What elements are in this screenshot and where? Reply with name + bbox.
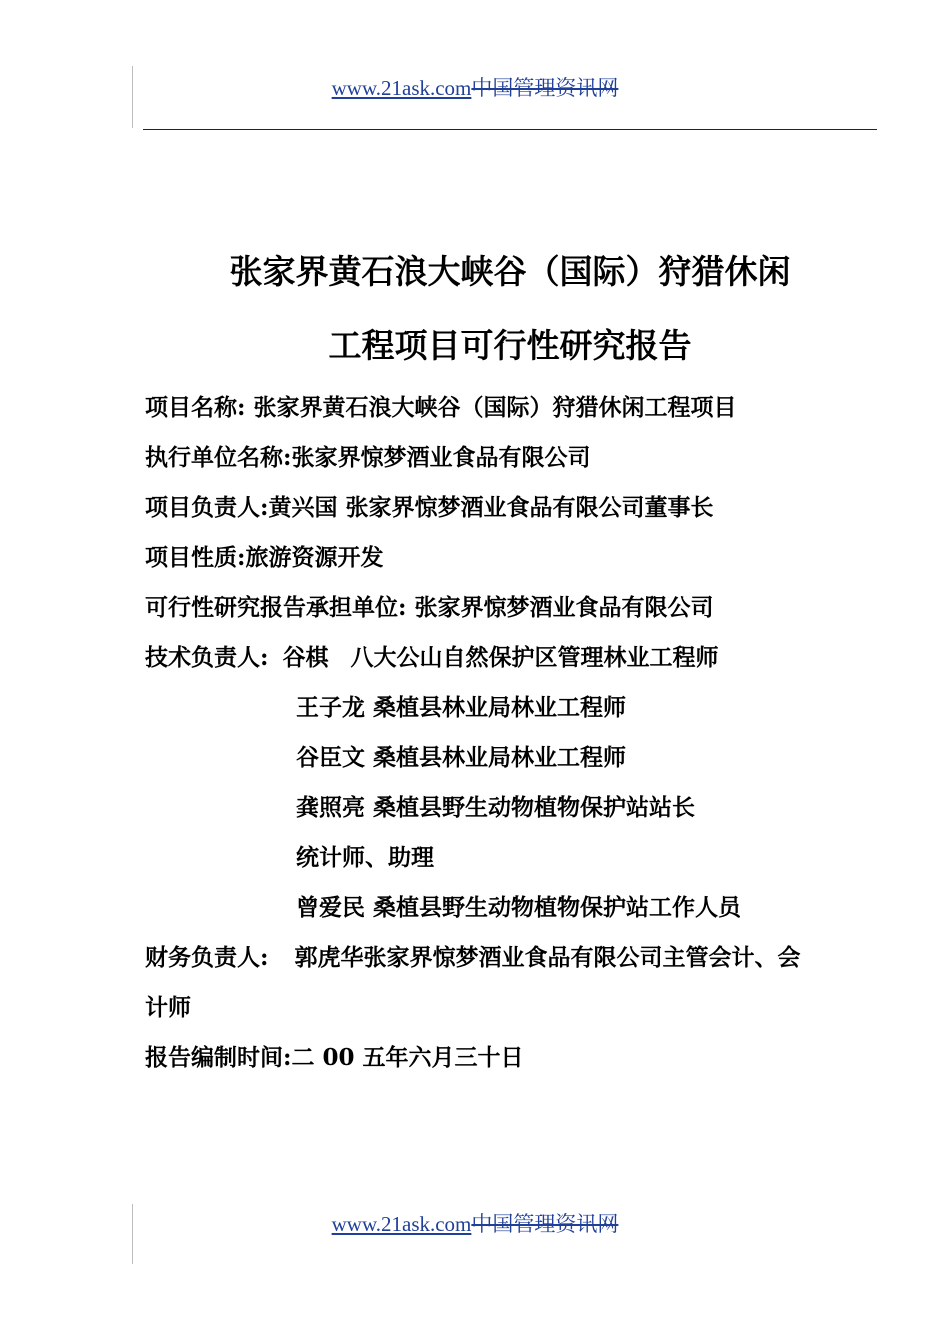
project-nature: 项目性质:旅游资源开发 [145, 544, 384, 571]
report-unit: 可行性研究报告承担单位: 张家界惊梦酒业食品有限公司 [145, 594, 714, 621]
tech-member: 曾爱民 桑植县野生动物植物保护站工作人员 [296, 894, 742, 921]
tech-lead-row [145, 643, 719, 673]
header-link[interactable]: www.21ask.com [331, 76, 472, 100]
report-date: 报告编制时间:二 00 五年六月三十日 [145, 1044, 524, 1071]
footer-link[interactable]: www.21ask.com [331, 1212, 472, 1236]
finance-lead-row [145, 943, 801, 973]
tech-lead-label: 技术负责人: [145, 644, 269, 671]
page-footer [0, 1209, 950, 1239]
executing-unit: 执行单位名称:张家界惊梦酒业食品有限公司 [145, 444, 591, 471]
page-header [0, 73, 950, 103]
footer-site-name[interactable]: 中国管理资讯网 [471, 1212, 619, 1236]
project-leader: 项目负责人:黄兴国 张家界惊梦酒业食品有限公司董事长 [145, 494, 714, 521]
finance-lead-continuation: 计师 [145, 994, 191, 1021]
project-name: 项目名称: 张家界黄石浪大峡谷（国际）狩猎休闲工程项目 [145, 394, 737, 421]
tech-member: 龚照亮 桑植县野生动物植物保护站站长 [296, 794, 696, 821]
tech-member: 王子龙 桑植县林业局林业工程师 [296, 694, 627, 721]
document-title-line-2: 工程项目可行性研究报告 [328, 326, 692, 365]
header-site-name[interactable]: 中国管理资讯网 [471, 76, 619, 100]
tech-lead-name: 谷棋 [282, 644, 329, 671]
finance-lead-label: 财务负责人: [145, 944, 269, 971]
header-divider [143, 129, 877, 130]
document-title-line-1: 张家界黄石浪大峡谷（国际）狩猎休闲 [229, 252, 791, 291]
tech-member: 谷臣文 桑植县林业局林业工程师 [296, 744, 627, 771]
tech-member: 统计师、助理 [296, 844, 434, 871]
finance-lead-text: 郭虎华张家界惊梦酒业食品有限公司主管会计、会 [294, 944, 801, 971]
tech-lead-title: 八大公山自然保护区管理林业工程师 [350, 644, 719, 671]
